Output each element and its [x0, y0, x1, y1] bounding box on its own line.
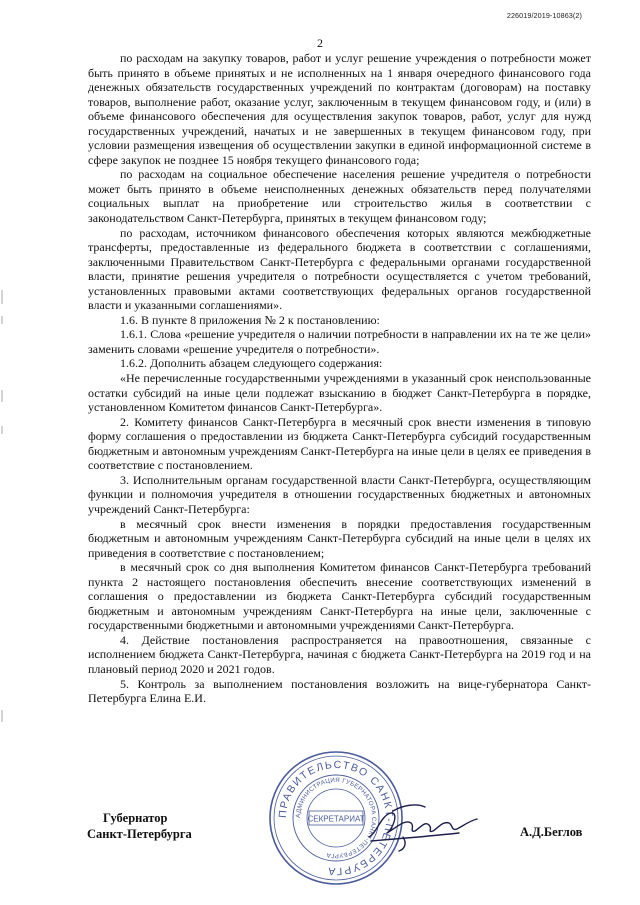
page-number: 2 [317, 36, 323, 50]
paragraph: 4. Действие постановления распространяется на правоотношения, связанные с исполнением бюджета Санкт-Петербурга, начиная с бюджета Санкт-Петербурга на 2019 год и на плановый период 2020 и 2021 годов. [88, 632, 591, 676]
signatory-title [87, 810, 192, 842]
svg-text:ПРАВИТЕЛЬСТВО САНКТ-ПЕТЕРБУРГА: ПРАВИТЕЛЬСТВО САНКТ-ПЕТЕРБУРГА [276, 758, 396, 878]
binding-marks [0, 290, 6, 730]
paragraph: 1.6. В пункте 8 приложения № 2 к постановлению: [120, 312, 380, 327]
paragraph: 2. Комитету финансов Санкт-Петербурга в месячный срок внести изменения в типовую форму соглашения о предоставлении из бюджета Санкт-Петербурга субсидий государственным бюджетным и автономным учреждениям Санкт-Петербурга на иные цели в целях ее приведения в соответствие с постановлением. [88, 414, 591, 473]
paragraph: по расходам, источником финансового обеспечения которых являются межбюджетные трансферты, предоставленные из федерального бюджета в соответствии с соглашениями, заключенными Правительством Санкт-Петербурга с федеральными органами государственной власти, принятие решения учредителя о потребности осуществляется с учетом требований, установленных правовыми актами соответствующих федеральных органов государственной власти и указанными соглашениями». [88, 225, 591, 313]
paragraph: по расходам на закупку товаров, работ и услуг решение учреждения о потребности может быть принято в объеме принятых и не исполненных на 1 января очередного финансового года денежных обязательств государственных учреждений по контрактам (договорам) на поставку товаров, выполнение работ, оказание услуг, заключенным в текущем финансовом году, и (или) в объеме финансового обеспечения для осуществления закупок товаров, работ, услуг для нужд государственных учреждений, начатых и не завершенных в текущем финансовом году, при условии размещения извещения об осуществлении закупки в единой информационной системе в сфере закупок не позднее 15 ноября текущего финансового года; [88, 51, 591, 167]
signatory-title-line1: Губернатор [103, 811, 168, 825]
paragraph: по расходам на социальное обеспечение населения решение учредителя о потребности может быть принято в объеме неисполненных денежных обязательств перед получателями социальных выплат на приобретение или строительство жилья в соответствии с законодательством Санкт-Петербурга, принятых в текущем финансовом году; [88, 167, 591, 226]
signatory-title-line2: Санкт-Петербурга [87, 827, 192, 841]
signatory-name: А.Д.Беглов [520, 825, 583, 839]
paragraph: «Не перечисленные государственными учреждениями в указанный срок неиспользованные остатки субсидий на иные цели подлежат взысканию в бюджет Санкт-Петербурга в порядке, установленном Комитетом финансов Санкт-Петербурга». [88, 371, 591, 415]
paragraph: 1.6.2. Дополнить абзацем следующего содержания: [120, 356, 383, 371]
paragraph: в месячный срок со дня выполнения Комитетом финансов Санкт-Петербурга требований пункта 2 настоящего постановления обеспечить внесение соответствующих изменений в соглашения о предоставлении из бюджета Санкт-Петербурга субсидий государственным бюджетным и автономным учреждениям Санкт-Петербурга на иные цели, заключенные с государственными бюджетными и автономными учреждениями Санкт-Петербурга. [88, 560, 591, 633]
paragraph: 5. Контроль за выполнением постановления возложить на вице-губернатора Санкт-Петербурга Елина Е.И. [88, 676, 591, 706]
paragraph: 1.6.1. Слова «решение учредителя о наличии потребности в направлении их на те же цели» заменить словами «решение учредителя о потребности». [88, 327, 591, 356]
paragraph: 3. Исполнительным органам государственной власти Санкт-Петербурга, осуществляющим функции и полномочия учредителя в отношении государственных бюджетных и автономных учреждений Санкт-Петербурга: [88, 472, 591, 516]
paragraph: в месячный срок внести изменения в порядки предоставления государственным бюджетным и автономным учреждениям Санкт-Петербурга субсидий на иные цели в целях их приведения в соответствие с постановлением; [88, 516, 591, 560]
handwritten-signature [363, 793, 485, 855]
document-body [88, 51, 591, 706]
svg-text:СЕКРЕТАРИАТ: СЕКРЕТАРИАТ [307, 814, 365, 824]
svg-text:АДМИНИСТРАЦИЯ ГУБЕРНАТОРА САНК: АДМИНИСТРАЦИЯ ГУБЕРНАТОРА САНКТ-ПЕТЕРБУРГА [294, 776, 378, 860]
document-number: 226019/2019-10863(2) [506, 11, 582, 20]
